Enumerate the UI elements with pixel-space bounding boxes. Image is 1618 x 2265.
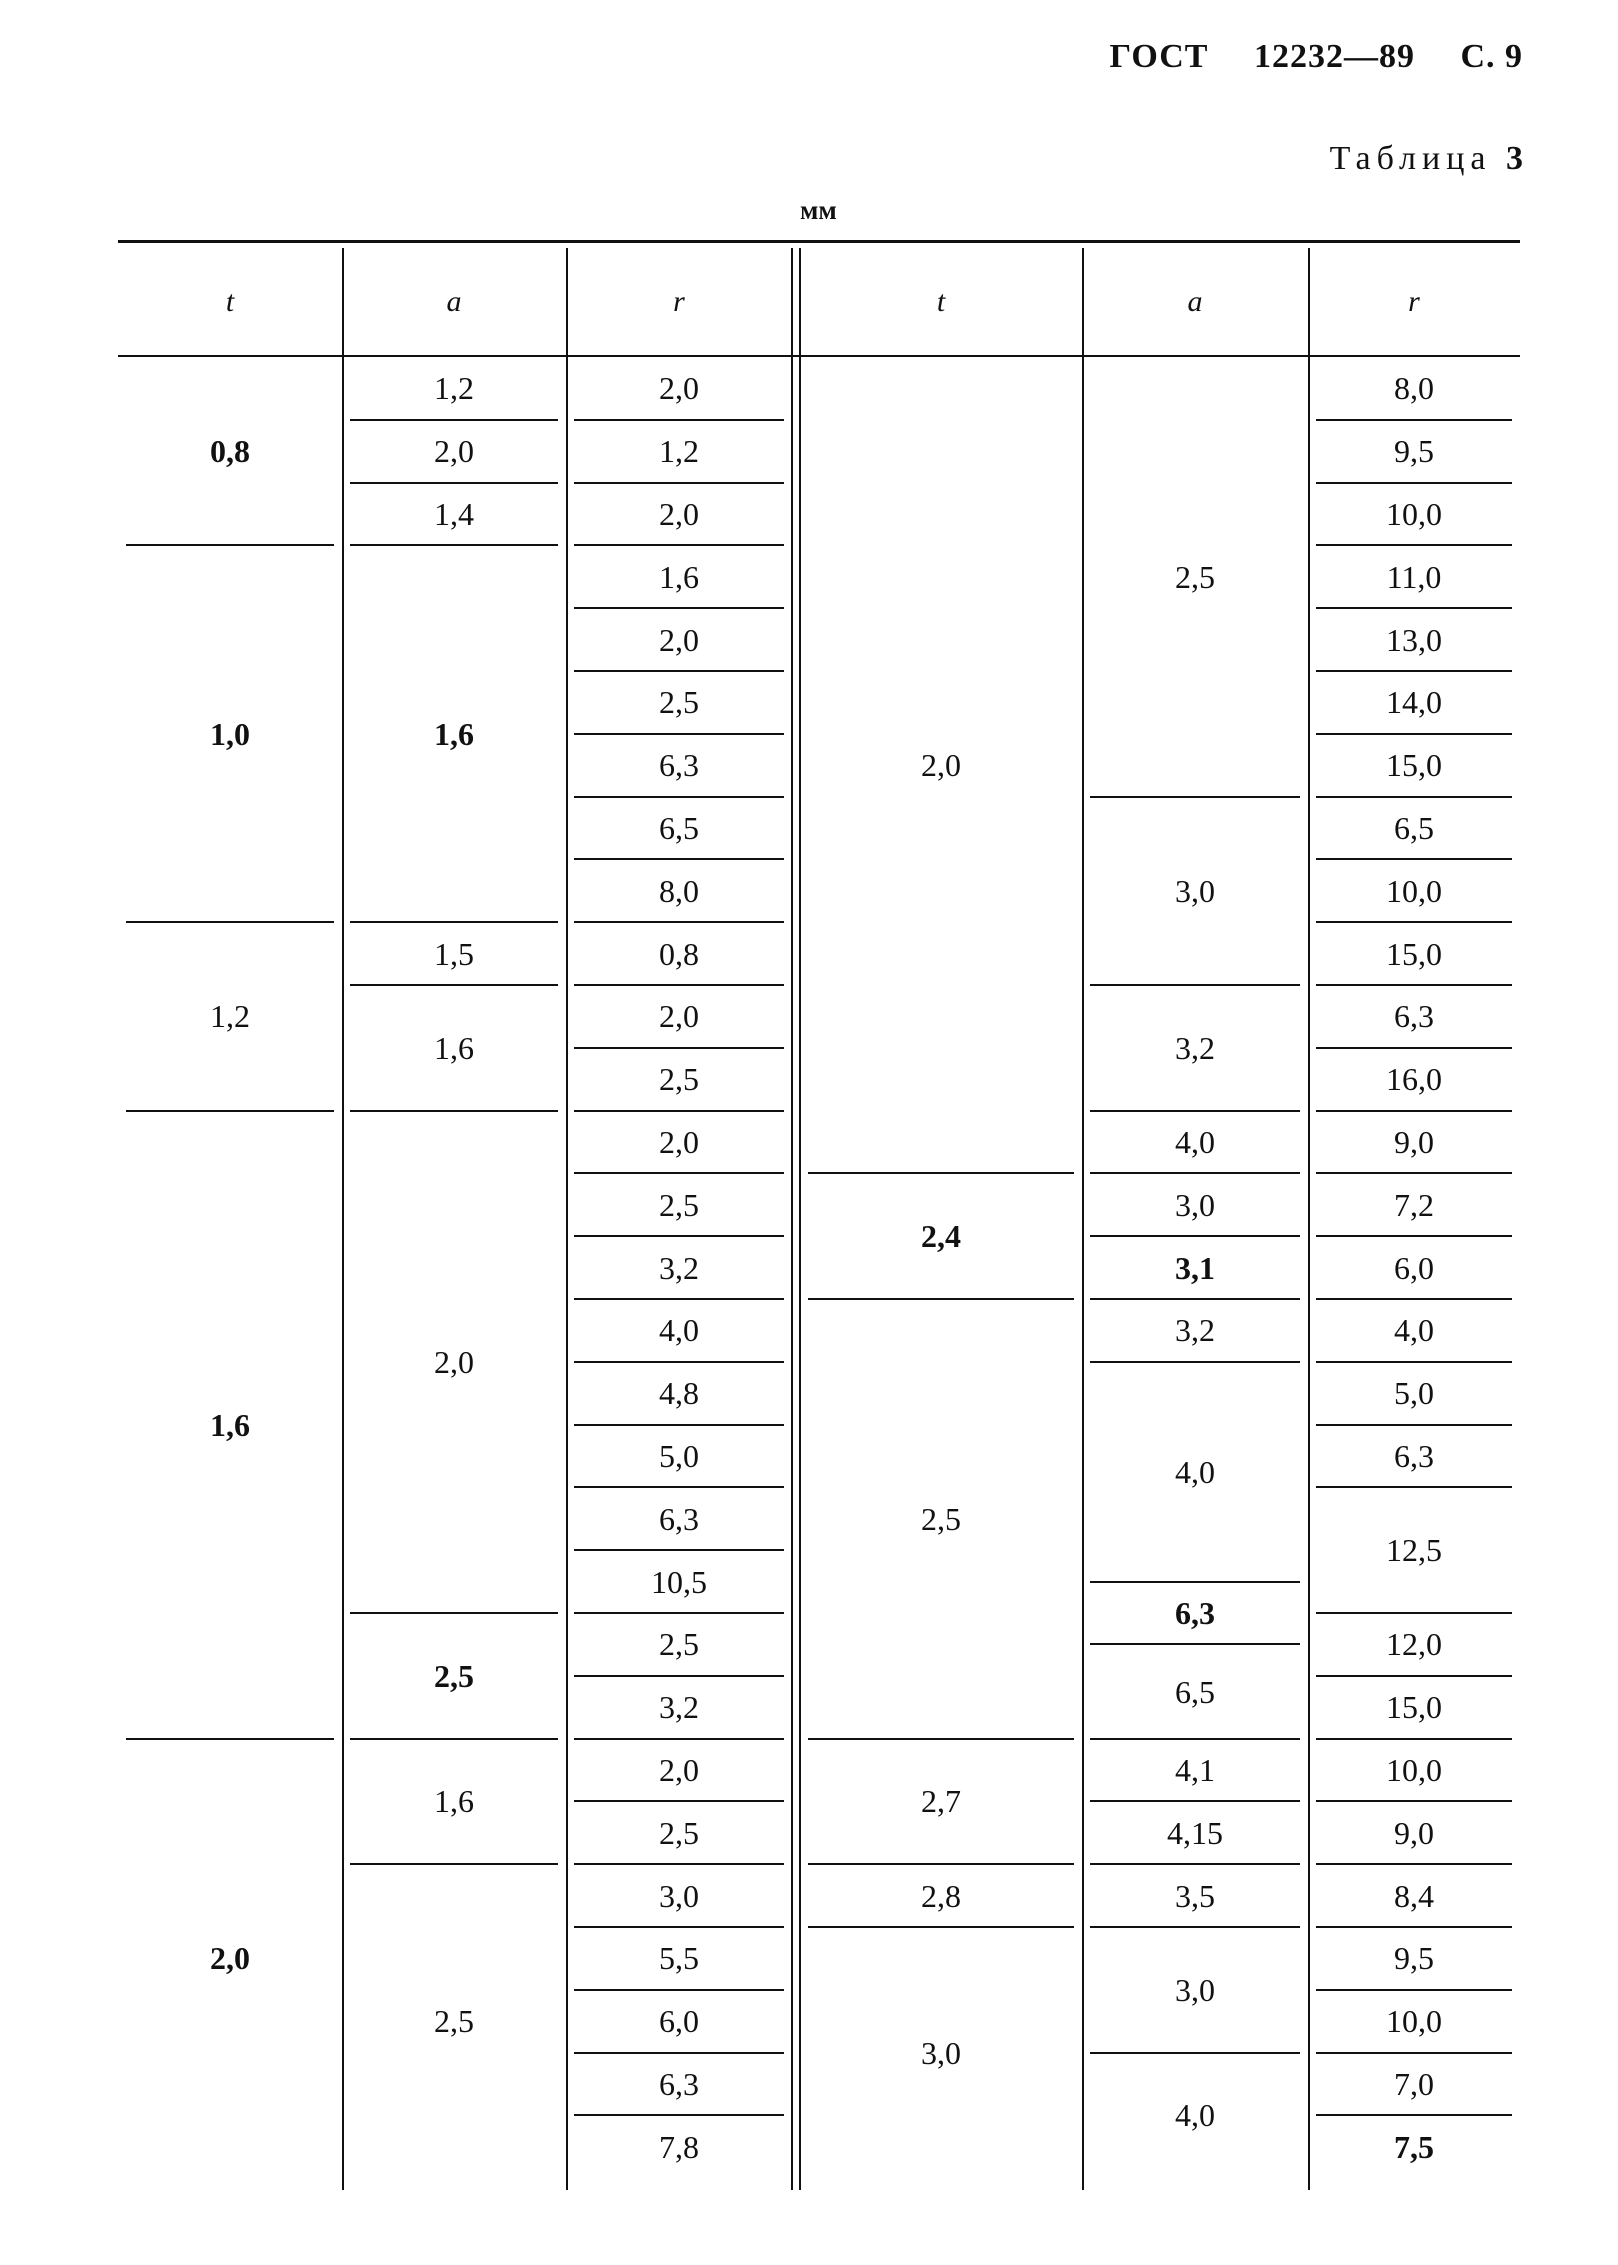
r-right-divider (1316, 1612, 1512, 1614)
column-rule-0 (342, 248, 344, 2190)
r-left-divider (574, 1549, 784, 1551)
r-right-cell: 6,3 (1394, 998, 1434, 1035)
column-header-2: a (446, 285, 462, 318)
a-right-divider (1090, 1235, 1300, 1237)
t-right-divider (808, 1298, 1074, 1300)
r-right-divider (1316, 1110, 1512, 1112)
a-right-divider (1090, 2052, 1300, 2054)
r-left-divider (574, 1110, 784, 1112)
r-right-cell: 9,5 (1394, 1940, 1434, 1977)
t-left-divider (126, 544, 334, 546)
r-left-divider (574, 1926, 784, 1928)
r-right-divider (1316, 1235, 1512, 1237)
r-right-cell: 13,0 (1386, 621, 1442, 658)
a-left-divider (350, 482, 558, 484)
r-left-cell: 2,5 (659, 1061, 699, 1098)
r-left-cell: 4,8 (659, 1375, 699, 1412)
r-left-divider (574, 1486, 784, 1488)
r-left-divider (574, 1738, 784, 1740)
r-right-cell: 4,0 (1394, 1312, 1434, 1349)
a-right-cell: 4,15 (1167, 1814, 1223, 1851)
r-right-divider (1316, 1800, 1512, 1802)
r-right-cell: 12,5 (1386, 1532, 1442, 1569)
r-left-cell: 2,5 (659, 1626, 699, 1663)
r-left-cell: 4,0 (659, 1312, 699, 1349)
standard-number: 12232—89 (1253, 38, 1415, 75)
a-right-cell: 4,0 (1175, 1124, 1215, 1160)
r-left-divider (574, 984, 784, 986)
r-left-cell: 10,5 (651, 1563, 707, 1600)
a-left-divider (350, 1738, 558, 1740)
column-header-6: r (1408, 285, 1420, 318)
a-left-cell: 1,5 (434, 935, 474, 972)
r-left-divider (574, 607, 784, 609)
a-right-divider (1090, 1800, 1300, 1802)
r-left-divider (574, 2114, 784, 2116)
a-left-divider (350, 1612, 558, 1614)
t-right-cell: 3,0 (921, 2034, 961, 2071)
r-left-divider (574, 670, 784, 672)
r-right-divider (1316, 796, 1512, 798)
r-right-divider (1316, 1361, 1512, 1363)
r-left-cell: 3,0 (659, 1877, 699, 1914)
r-right-cell: 8,4 (1394, 1877, 1434, 1914)
r-left-divider (574, 921, 784, 923)
r-right-cell: 15,0 (1386, 935, 1442, 972)
r-right-divider (1316, 670, 1512, 672)
r-right-cell: 16,0 (1386, 1061, 1442, 1098)
t-left-divider (126, 1738, 334, 1740)
t-right-cell: 2,5 (921, 1500, 961, 1537)
r-left-cell: 2,0 (659, 998, 699, 1035)
r-right-cell: 6,5 (1394, 810, 1434, 846)
r-left-cell: 1,6 (659, 558, 699, 595)
r-left-divider (574, 1298, 784, 1300)
r-left-divider (574, 858, 784, 860)
t-right-divider (808, 1863, 1074, 1865)
r-right-divider (1316, 733, 1512, 735)
r-right-cell: 9,5 (1394, 433, 1434, 470)
r-left-cell: 2,0 (659, 1752, 699, 1788)
r-right-divider (1316, 544, 1512, 546)
r-right-cell: 10,0 (1386, 872, 1442, 909)
a-left-cell: 1,2 (434, 370, 474, 407)
units-label: мм (800, 195, 837, 225)
a-right-cell: 3,0 (1175, 872, 1215, 909)
r-right-cell: 5,0 (1394, 1375, 1434, 1412)
r-left-divider (574, 419, 784, 421)
a-right-cell: 6,3 (1175, 1595, 1215, 1631)
r-left-divider (574, 1047, 784, 1049)
a-right-divider (1090, 1110, 1300, 1112)
table-caption-word: Таблица (1329, 140, 1492, 177)
r-left-cell: 6,5 (659, 810, 699, 846)
top-rule (118, 240, 1520, 243)
t-right-divider (808, 1172, 1074, 1174)
r-right-divider (1316, 1424, 1512, 1426)
r-left-divider (574, 544, 784, 546)
r-left-cell: 2,0 (659, 1124, 699, 1160)
table-caption-number: 3 (1506, 140, 1523, 177)
t-left-cell: 1,6 (210, 1406, 250, 1443)
a-left-divider (350, 1863, 558, 1865)
r-right-cell: 7,5 (1394, 2128, 1434, 2165)
r-left-cell: 2,0 (659, 370, 699, 407)
r-right-divider (1316, 1675, 1512, 1677)
r-right-divider (1316, 1738, 1512, 1740)
r-right-divider (1316, 1047, 1512, 1049)
r-right-divider (1316, 858, 1512, 860)
r-right-cell: 8,0 (1394, 370, 1434, 407)
a-right-divider (1090, 1581, 1300, 1583)
r-right-cell: 9,0 (1394, 1124, 1434, 1160)
r-right-cell: 15,0 (1386, 747, 1442, 784)
r-right-divider (1316, 1172, 1512, 1174)
a-right-cell: 3,2 (1175, 1029, 1215, 1066)
r-left-divider (574, 733, 784, 735)
a-right-divider (1090, 1738, 1300, 1740)
t-left-cell: 1,0 (210, 715, 250, 752)
r-left-cell: 6,3 (659, 747, 699, 784)
a-left-cell: 2,0 (434, 433, 474, 470)
a-left-cell: 1,6 (434, 1029, 474, 1066)
r-right-divider (1316, 921, 1512, 923)
a-right-cell: 4,0 (1175, 1453, 1215, 1490)
a-right-cell: 3,0 (1175, 1186, 1215, 1223)
t-left-cell: 0,8 (210, 433, 250, 470)
r-left-divider (574, 1612, 784, 1614)
page-number: С. 9 (1460, 38, 1523, 75)
r-left-cell: 0,8 (659, 935, 699, 972)
r-left-cell: 5,0 (659, 1438, 699, 1474)
a-left-cell: 2,5 (434, 2003, 474, 2040)
a-right-divider (1090, 1926, 1300, 1928)
t-left-divider (126, 921, 334, 923)
t-right-cell: 2,4 (921, 1218, 961, 1255)
r-right-cell: 6,0 (1394, 1249, 1434, 1286)
standard-label: ГОСТ (1109, 38, 1209, 75)
a-right-divider (1090, 796, 1300, 798)
r-right-divider (1316, 1486, 1512, 1488)
r-left-cell: 1,2 (659, 433, 699, 470)
a-left-cell: 1,6 (434, 1783, 474, 1820)
r-left-cell: 2,0 (659, 621, 699, 658)
r-right-divider (1316, 984, 1512, 986)
r-right-divider (1316, 1926, 1512, 1928)
r-right-divider (1316, 2052, 1512, 2054)
a-right-cell: 3,2 (1175, 1312, 1215, 1349)
r-right-divider (1316, 2114, 1512, 2116)
a-left-divider (350, 921, 558, 923)
a-right-divider (1090, 1298, 1300, 1300)
a-right-divider (1090, 1643, 1300, 1645)
t-right-cell: 2,7 (921, 1783, 961, 1820)
r-left-cell: 2,5 (659, 684, 699, 721)
t-left-cell: 1,2 (210, 998, 250, 1035)
r-left-divider (574, 1989, 784, 1991)
a-right-cell: 3,0 (1175, 1971, 1215, 2008)
r-left-cell: 3,2 (659, 1689, 699, 1726)
r-right-divider (1316, 1298, 1512, 1300)
r-left-divider (574, 1424, 784, 1426)
r-left-divider (574, 482, 784, 484)
a-left-divider (350, 544, 558, 546)
r-left-cell: 2,5 (659, 1186, 699, 1223)
r-right-cell: 6,3 (1394, 1438, 1434, 1474)
a-left-cell: 2,5 (434, 1657, 474, 1694)
r-right-cell: 9,0 (1394, 1814, 1434, 1851)
column-header-1: t (225, 285, 235, 318)
r-left-divider (574, 1361, 784, 1363)
t-left-cell: 2,0 (210, 1940, 250, 1977)
r-right-divider (1316, 482, 1512, 484)
r-right-cell: 14,0 (1386, 684, 1442, 721)
column-header-5: a (1187, 285, 1203, 318)
r-right-divider (1316, 1863, 1512, 1865)
a-left-divider (350, 984, 558, 986)
t-right-divider (808, 1738, 1074, 1740)
r-right-divider (1316, 1989, 1512, 1991)
r-right-cell: 7,2 (1394, 1186, 1434, 1223)
a-left-divider (350, 419, 558, 421)
t-right-divider (808, 1926, 1074, 1928)
r-left-cell: 3,2 (659, 1249, 699, 1286)
a-right-divider (1090, 1863, 1300, 1865)
r-right-cell: 11,0 (1386, 558, 1442, 595)
t-left-divider (126, 1110, 334, 1112)
r-right-cell: 10,0 (1386, 496, 1442, 532)
a-right-divider (1090, 1361, 1300, 1363)
a-right-divider (1090, 984, 1300, 986)
column-header-4: t (936, 285, 946, 318)
a-right-cell: 2,5 (1175, 558, 1215, 595)
a-right-cell: 4,0 (1175, 2097, 1215, 2134)
r-left-divider (574, 1863, 784, 1865)
t-right-cell: 2,0 (921, 747, 961, 784)
a-right-cell: 3,1 (1175, 1249, 1215, 1286)
r-right-cell: 10,0 (1386, 2003, 1442, 2040)
r-left-divider (574, 1235, 784, 1237)
a-left-cell: 1,4 (434, 496, 474, 532)
r-right-divider (1316, 419, 1512, 421)
r-right-cell: 7,0 (1394, 2066, 1434, 2102)
a-left-cell: 2,0 (434, 1343, 474, 1380)
a-left-cell: 1,6 (434, 715, 474, 752)
t-right-cell: 2,8 (921, 1877, 961, 1914)
a-right-cell: 3,5 (1175, 1877, 1215, 1914)
r-left-cell: 6,3 (659, 2066, 699, 2102)
r-left-cell: 7,8 (659, 2128, 699, 2165)
r-right-cell: 12,0 (1386, 1626, 1442, 1663)
r-right-divider (1316, 607, 1512, 609)
r-left-cell: 6,3 (659, 1500, 699, 1537)
r-left-cell: 2,5 (659, 1814, 699, 1851)
a-right-divider (1090, 1172, 1300, 1174)
column-header-3: r (673, 285, 685, 318)
r-left-cell: 2,0 (659, 496, 699, 532)
r-left-cell: 8,0 (659, 872, 699, 909)
r-left-divider (574, 1675, 784, 1677)
r-left-divider (574, 796, 784, 798)
r-left-cell: 6,0 (659, 2003, 699, 2040)
r-left-divider (574, 2052, 784, 2054)
r-left-divider (574, 1800, 784, 1802)
a-left-divider (350, 1110, 558, 1112)
r-right-cell: 15,0 (1386, 1689, 1442, 1726)
r-left-divider (574, 1172, 784, 1174)
r-left-cell: 5,5 (659, 1940, 699, 1977)
a-right-cell: 6,5 (1175, 1673, 1215, 1710)
a-right-cell: 4,1 (1175, 1752, 1215, 1788)
r-right-cell: 10,0 (1386, 1752, 1442, 1788)
